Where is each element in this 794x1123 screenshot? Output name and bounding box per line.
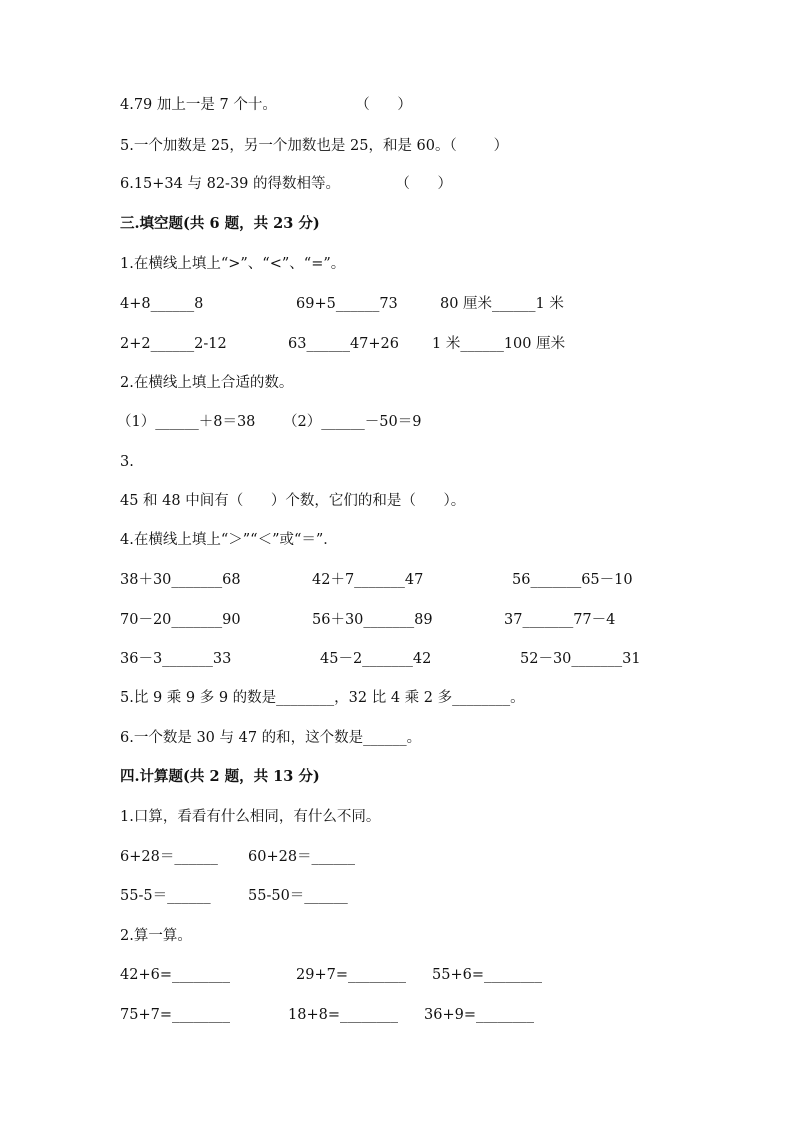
fill-q4-row1-c: 56_______65－10	[512, 572, 633, 588]
fill-question-3-number: 3.	[120, 454, 134, 470]
fill-q4-row1-b: 42＋7_______47	[312, 572, 424, 588]
fill-q1-row1-c: 80 厘米______1 米	[440, 296, 564, 312]
fill-q1-row2-b: 63______47+26	[288, 336, 400, 352]
fill-q4-row3-c: 52－30_______31	[520, 651, 641, 667]
calc-q1-row1-b: 60+28＝______	[248, 849, 356, 865]
judge-question-5: 5.一个加数是 25，另一个加数也是 25，和是 60。（ ）	[120, 138, 509, 154]
fill-q4-row2-c: 37_______77－4	[504, 612, 616, 628]
section-4-heading: 四.计算题(共 2 题，共 13 分)	[120, 768, 320, 785]
fill-q4-row3-b: 45－2_______42	[320, 651, 432, 667]
fill-q1-row1-b: 69+5______73	[296, 296, 398, 312]
calc-q2-row1-a: 42+6=________	[120, 967, 230, 983]
fill-q1-row2-a: 2+2______2-12	[120, 336, 227, 352]
fill-question-5: 5.比 9 乘 9 多 9 的数是________，32 比 4 乘 2 多________。	[120, 690, 525, 706]
fill-q4-row2-b: 56＋30_______89	[312, 612, 433, 628]
fill-question-6: 6.一个数是 30 与 47 的和，这个数是______。	[120, 730, 422, 746]
fill-question-2-prompt: 2.在横线上填上合适的数。	[120, 375, 294, 391]
calc-q1-row1-a: 6+28＝______	[120, 849, 218, 865]
calc-q2-row2-b: 18+8=________	[288, 1007, 398, 1023]
judge-question-4: 4.79 加上一是 7 个十。 （ ）	[120, 97, 412, 113]
fill-question-4-prompt: 4.在横线上填上“＞”“＜”或“＝”．	[120, 532, 338, 548]
fill-q4-row2-a: 70－20_______90	[120, 612, 241, 628]
calc-q2-row2-a: 75+7=________	[120, 1007, 230, 1023]
fill-q4-row3-a: 36－3_______33	[120, 651, 232, 667]
fill-question-1-prompt: 1.在横线上填上“>”、“<”、“=”。	[120, 256, 346, 272]
calc-q2-row2-c: 36+9=________	[424, 1007, 534, 1023]
calc-question-2-prompt: 2.算一算。	[120, 928, 192, 944]
calc-q2-row1-c: 55+6=________	[432, 967, 542, 983]
fill-q3-line: 45 和 48 中间有（ ）个数，它们的和是（ ）。	[120, 493, 466, 509]
fill-q1-row1-a: 4+8______8	[120, 296, 204, 312]
judge-question-6: 6.15+34 与 82-39 的得数相等。 （ ）	[120, 176, 452, 192]
calc-q1-row2-b: 55-50＝______	[248, 888, 348, 904]
fill-q4-row1-a: 38＋30_______68	[120, 572, 241, 588]
calc-q1-row2-a: 55-5＝______	[120, 888, 211, 904]
section-3-heading: 三.填空题(共 6 题，共 23 分)	[120, 215, 320, 232]
fill-q2-line: （1）______＋8＝38 （2）______－50＝9	[117, 414, 422, 430]
fill-q1-row2-c: 1 米______100 厘米	[432, 336, 566, 352]
calc-question-1-prompt: 1.口算，看看有什么相同，有什么不同。	[120, 809, 381, 825]
calc-q2-row1-b: 29+7=________	[296, 967, 406, 983]
